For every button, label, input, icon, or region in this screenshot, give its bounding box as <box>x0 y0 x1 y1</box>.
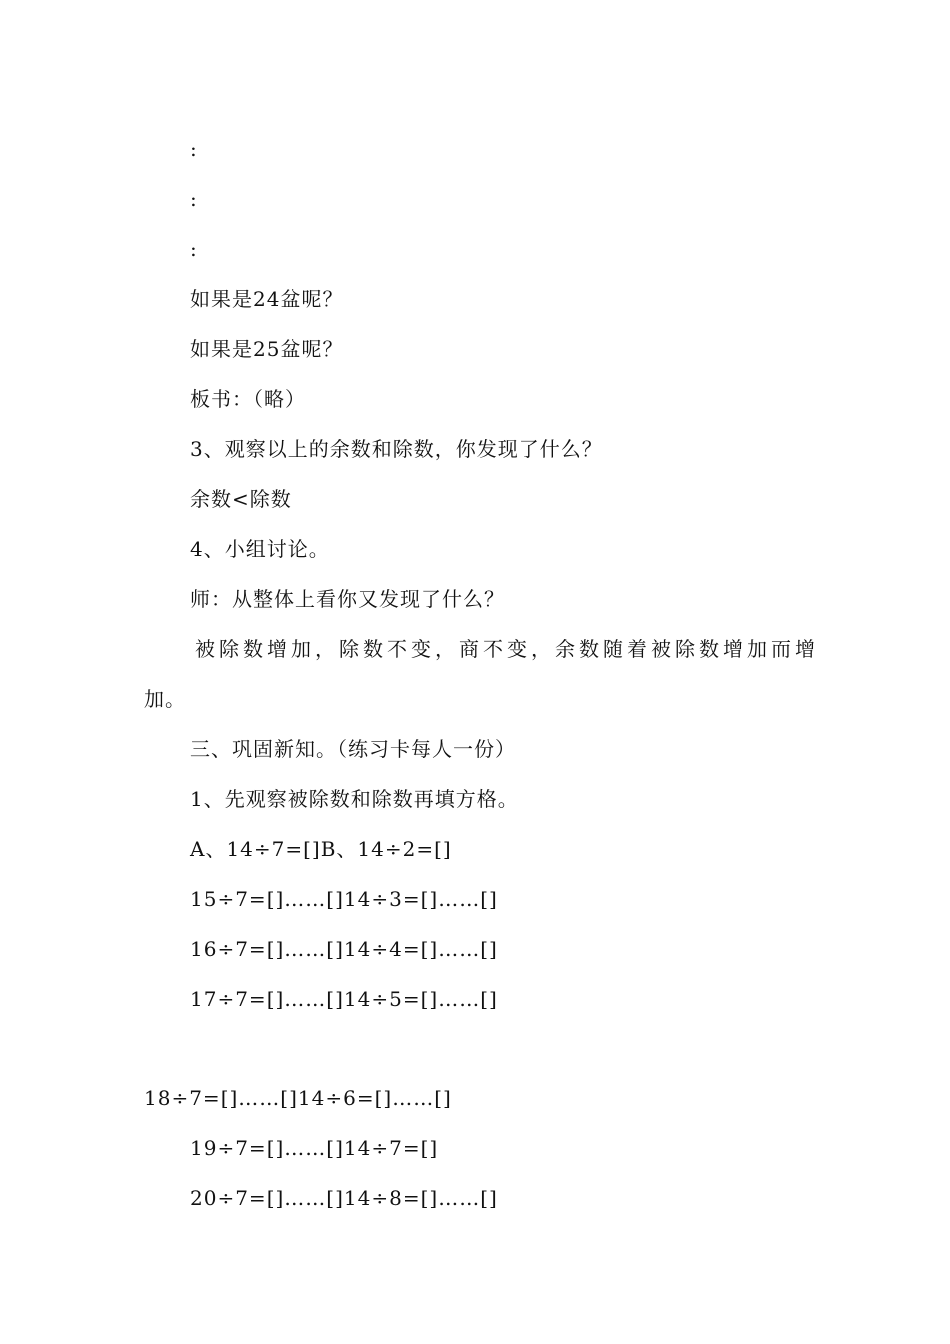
colon-line-2: : <box>190 187 198 211</box>
conclusion-continuation: 加。 <box>144 687 186 711</box>
colon-line-3: : <box>190 237 198 261</box>
conclusion-paragraph: 被除数增加，除数不变，商不变，余数随着被除数增加而增 <box>195 637 819 661</box>
exercise-1-instruction: 1、先观察被除数和除数再填方格。 <box>190 787 519 811</box>
exercise-row-a: A、14÷7=[]B、14÷2=[] <box>190 837 452 861</box>
section-3-heading: 三、巩固新知。（练习卡每人一份） <box>190 737 516 761</box>
step-4-discuss: 4、小组讨论。 <box>190 537 330 561</box>
exercise-row-15: 15÷7=[]……[]14÷3=[]……[] <box>190 887 498 911</box>
question-24-pots: 如果是24盆呢？ <box>190 287 344 311</box>
teacher-question: 师：从整体上看你又发现了什么？ <box>190 587 505 611</box>
question-25-pots: 如果是25盆呢？ <box>190 337 344 361</box>
exercise-row-19: 19÷7=[]……[]14÷7=[] <box>190 1136 439 1160</box>
exercise-row-20: 20÷7=[]……[]14÷8=[]……[] <box>190 1186 498 1210</box>
board-note: 板书：（略） <box>190 387 306 411</box>
exercise-row-16: 16÷7=[]……[]14÷4=[]……[] <box>190 937 498 961</box>
exercise-row-17: 17÷7=[]……[]14÷5=[]……[] <box>190 987 498 1011</box>
step-3-observe: 3、观察以上的余数和除数，你发现了什么？ <box>190 437 603 461</box>
colon-line-1: : <box>190 137 198 161</box>
remainder-rule: 余数<除数 <box>190 487 292 511</box>
exercise-row-18: 18÷7=[]……[]14÷6=[]……[] <box>144 1086 452 1110</box>
